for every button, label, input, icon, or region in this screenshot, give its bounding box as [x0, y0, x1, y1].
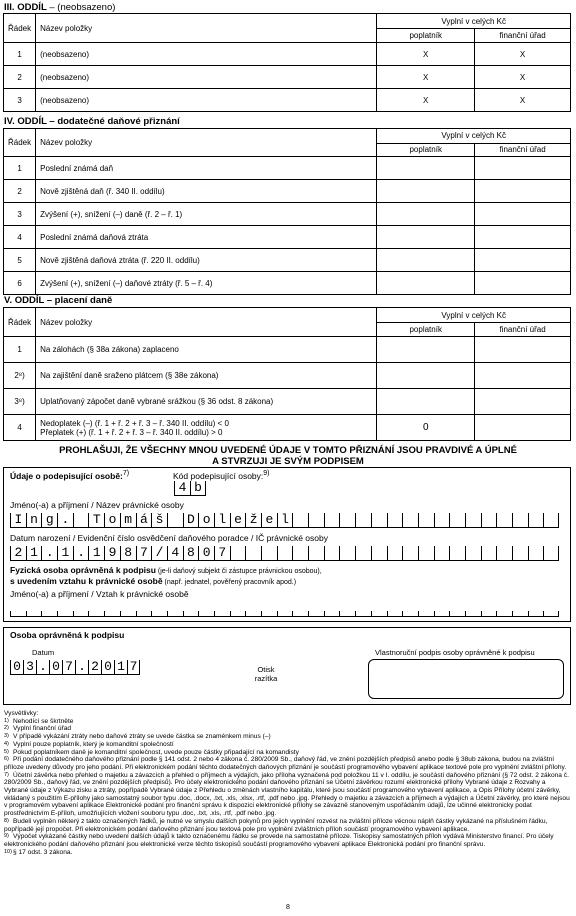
preplatek-label: Přeplatek (+) (ř. 1 + ř. 2 + ř. 3 – ř. 340 II. oddílu) > 0 — [40, 427, 223, 437]
auth-date-field[interactable] — [10, 660, 140, 675]
row-fu — [475, 226, 571, 249]
table-row — [4, 337, 571, 363]
sign-label: Vlastnoruční podpis osoby oprávněné k podpisu — [375, 648, 535, 657]
row-num: 3⁸) — [4, 389, 36, 415]
comb-cell — [339, 611, 355, 616]
comb-cell — [167, 611, 183, 616]
row-num: 2 — [4, 66, 36, 89]
row-name: (neobsazeno) — [36, 66, 377, 89]
footnote-num: 3) — [4, 733, 9, 740]
comb-cell: 1 — [88, 546, 104, 560]
row-name: Zvýšení (+), snížení (–) daně (ř. 2 – ř. 1) — [36, 203, 377, 226]
comb-cell: . — [36, 660, 49, 674]
section5-title: V. ODDÍL – placení daně — [4, 295, 113, 306]
col-radek: Řádek — [4, 129, 36, 157]
row-poplatnik: X — [377, 43, 475, 66]
comb-cell — [308, 546, 324, 560]
footnote-item — [4, 733, 570, 741]
table-row — [4, 272, 571, 295]
comb-cell — [120, 611, 136, 616]
table-row — [4, 89, 571, 112]
row-poplatnik[interactable] — [377, 226, 475, 249]
row-num: 4 — [4, 415, 36, 441]
comb-cell: 0 — [198, 546, 214, 560]
col-nazev: Název položky — [36, 308, 377, 337]
comb-cell — [10, 611, 26, 616]
comb-cell — [543, 546, 559, 560]
footnote-text: V případě vykázání ztráty nebo daňové ztráty se uvede částka se znaménkem minus (–) — [13, 733, 271, 741]
comb-cell: I — [10, 513, 26, 527]
section4-title: IV. ODDÍL – dodatečné daňové přiznání — [4, 116, 180, 127]
row-poplatnik[interactable]: 0 — [377, 415, 475, 441]
comb-cell — [434, 513, 450, 527]
col-radek: Řádek — [4, 308, 36, 337]
footnote-num: 1) — [4, 717, 9, 724]
comb-cell: e — [261, 513, 277, 527]
footnote-item — [4, 833, 570, 848]
col-nazev: Název položky — [36, 129, 377, 157]
footnote-num: 9) — [4, 833, 9, 840]
signature-box[interactable] — [368, 659, 564, 699]
footnote-text: Při podání dodatečného daňového přiznání podle § 141 odst. 2 nebo 4 zákona č. 280/2009 Sb., daňový řád, ve znění pozdějších předpisů anebo podle § 38ub zákona, budou na zvláštní příloze uvedeny důvody pro jeho podání. Při elektronickém podání těchto dodatečných daňových přiznání je součástí programového vybavení aplikace textové pole pro vyplnění zvláštní přílohy. — [4, 756, 567, 771]
footnote-item — [4, 772, 570, 818]
comb-cell — [308, 611, 324, 616]
code-label-sup: 9) — [263, 470, 270, 477]
col-fu: finanční úřad — [475, 143, 571, 156]
comb-cell — [277, 546, 293, 560]
row-name: Nově zjištěná daňová ztráta (ř. 220 II. oddílu) — [36, 249, 377, 272]
signer-vztah-field[interactable] — [10, 611, 559, 617]
fyz-label-bold: Fyzická osoba oprávněná k podpisu — [10, 565, 156, 575]
row-fu — [475, 203, 571, 226]
table-row — [4, 203, 571, 226]
comb-cell: 7 — [62, 660, 75, 674]
comb-cell: . — [41, 546, 57, 560]
comb-cell — [512, 611, 528, 616]
comb-cell: T — [88, 513, 104, 527]
signer-title-text: Údaje o podepisující osobě: — [10, 470, 123, 481]
comb-cell — [528, 513, 544, 527]
comb-cell — [183, 611, 199, 616]
section3-title-rest: – (neobsazeno) — [46, 2, 116, 13]
vztah-label — [10, 576, 296, 586]
birth-label: Datum narození / Evidenční číslo osvědčení daňového poradce / IČ právnické osoby — [10, 533, 328, 543]
row-name: Poslední známá daňová ztráta — [36, 226, 377, 249]
row-poplatnik[interactable] — [377, 180, 475, 203]
comb-cell: m — [120, 513, 136, 527]
row-poplatnik: X — [377, 89, 475, 112]
row-poplatnik[interactable] — [377, 337, 475, 363]
declaration-line1: PROHLAŠUJI, ŽE VŠECHNY MNOU UVEDENÉ ÚDAJE V TOMTO PŘIZNÁNÍ JSOU PRAVDIVÉ A ÚPLNÉ — [59, 445, 517, 456]
comb-cell — [402, 546, 418, 560]
comb-cell: 7 — [214, 546, 230, 560]
row-num: 4 — [4, 226, 36, 249]
table-row — [4, 389, 571, 415]
footnote-item — [4, 818, 570, 833]
comb-cell — [277, 611, 293, 616]
footnote-text: Pokud poplatníkem daně je komanditní společnost, uvede pouze částky připadající na komandisty — [13, 748, 299, 756]
comb-cell — [292, 611, 308, 616]
signer-code-field[interactable] — [174, 481, 206, 496]
comb-cell — [214, 611, 230, 616]
comb-cell: o — [198, 513, 214, 527]
signer-title — [10, 470, 129, 481]
row-num: 1 — [4, 157, 36, 180]
row-num: 2⁸) — [4, 363, 36, 389]
comb-cell — [371, 546, 387, 560]
footnote-num: 2) — [4, 725, 9, 732]
comb-cell — [449, 546, 465, 560]
footnote-item — [4, 756, 570, 771]
comb-cell: / — [151, 546, 167, 560]
stamp-label-2: razítka — [254, 674, 278, 683]
footnote-text: Nehodící se škrtněte — [13, 717, 74, 725]
comb-cell: D — [183, 513, 199, 527]
comb-cell — [481, 611, 497, 616]
auth-title — [10, 630, 124, 640]
row-fu: X — [475, 43, 571, 66]
footnote-num: 7) — [4, 771, 9, 778]
comb-cell — [292, 546, 308, 560]
comb-cell — [73, 611, 89, 616]
row-name — [36, 415, 377, 441]
comb-cell — [104, 611, 120, 616]
section3-title — [4, 2, 115, 13]
row-num: 1 — [4, 43, 36, 66]
row-name: Na zálohách (§ 38a zákona) zaplaceno — [36, 337, 377, 363]
comb-cell: 1 — [57, 546, 73, 560]
comb-cell: l — [214, 513, 230, 527]
comb-cell — [355, 611, 371, 616]
comb-cell — [245, 611, 261, 616]
comb-cell: 0 — [101, 660, 114, 674]
comb-cell — [418, 611, 434, 616]
row-fu — [475, 415, 571, 441]
comb-cell — [292, 513, 308, 527]
col-poplatnik: poplatník — [377, 323, 475, 337]
comb-cell — [261, 546, 277, 560]
comb-cell — [167, 513, 183, 527]
comb-cell — [371, 513, 387, 527]
comb-cell — [496, 611, 512, 616]
footnote-text: Výpočet vykázané částky nebo uvedení dalších údajů k takto označenému řádku se provede na samostatné příloze. Tiskopisy samostatných příloh vydává Ministerstvo financí. Pro účely elektronického podání daňového přiznání jsou elektronické verze těchto tiskopisů součástí programového vybavení aplikace Elektronická podání pro finanční správu. — [4, 833, 554, 848]
table-row — [4, 363, 571, 389]
col-fu: finanční úřad — [475, 323, 571, 337]
comb-cell — [387, 546, 403, 560]
comb-cell — [387, 513, 403, 527]
row-poplatnik[interactable] — [377, 157, 475, 180]
row-fu — [475, 157, 571, 180]
row-poplatnik[interactable] — [377, 389, 475, 415]
date-label: Datum — [32, 648, 55, 657]
comb-cell — [57, 611, 73, 616]
col-vyplni: Vyplní v celých Kč — [377, 308, 571, 323]
comb-cell — [26, 611, 42, 616]
footnote-text: § 17 odst. 3 zákona. — [13, 848, 73, 856]
row-fu — [475, 249, 571, 272]
nedoplatek-label: Nedoplatek (–) (ř. 1 + ř. 2 + ř. 3 – ř. 340 II. oddílu) < 0 — [40, 418, 229, 428]
row-name: Zvýšení (+), snížení (–) daňové ztráty (ř. 5 – ř. 4) — [36, 272, 377, 295]
comb-cell: 7 — [136, 546, 152, 560]
comb-cell — [434, 611, 450, 616]
row-name: (neobsazeno) — [36, 89, 377, 112]
comb-cell: o — [104, 513, 120, 527]
comb-cell — [465, 513, 481, 527]
row-name: Uplatňovaný zápočet daně vybrané srážkou (§ 36 odst. 8 zákona) — [36, 389, 377, 415]
comb-cell — [434, 546, 450, 560]
vztah-name-label: Jméno(-a) a příjmení / Vztah k právnické osobě — [10, 589, 189, 599]
table-row — [4, 157, 571, 180]
comb-cell — [371, 611, 387, 616]
fyz-label — [10, 565, 322, 575]
footnote-item — [4, 849, 570, 857]
comb-cell: 2 — [10, 546, 26, 560]
section3-table — [3, 13, 571, 112]
footnote-num: 5) — [4, 748, 9, 755]
auth-title-text: Osoba oprávněná k podpisu — [10, 630, 125, 640]
row-fu — [475, 180, 571, 203]
row-fu — [475, 363, 571, 389]
comb-cell — [543, 513, 559, 527]
comb-cell — [465, 611, 481, 616]
comb-cell: . — [57, 513, 73, 527]
comb-cell — [198, 611, 214, 616]
comb-cell: 4 — [174, 481, 190, 495]
row-fu — [475, 272, 571, 295]
footnote-text: Budeli vyplněn některý z takto označených řádků, je nutné ve smyslu dalších pokynů pro jejich vyplnění rozvést na zvláštní příloze věcnou náplň částky vykázané na příslušném řádku, popřípadě její propočet. Při elektronickém podání daňového přiznání jsou textová pole pro vyplnění zvláštních příloh součástí programového vybavení aplikace. — [4, 817, 548, 833]
row-poplatnik: X — [377, 66, 475, 89]
signer-name-field[interactable] — [10, 513, 559, 528]
row-poplatnik[interactable] — [377, 363, 475, 389]
col-poplatnik: poplatník — [377, 143, 475, 156]
comb-cell: g — [41, 513, 57, 527]
comb-cell: š — [151, 513, 167, 527]
comb-cell: . — [75, 660, 88, 674]
footnote-num: 8) — [4, 817, 9, 824]
comb-cell — [339, 546, 355, 560]
table-row — [4, 43, 571, 66]
row-poplatnik[interactable] — [377, 203, 475, 226]
comb-cell — [324, 611, 340, 616]
comb-cell: 2 — [88, 660, 101, 674]
row-num: 2 — [4, 180, 36, 203]
stamp-label-1: Otisk — [257, 665, 275, 674]
vztah-label-bold: s uvedením vztahu k právnické osobě — [10, 576, 163, 586]
declaration-line2: A STVRZUJI JE SVÝM PODPISEM — [212, 456, 364, 467]
signer-title-sup: 7) — [122, 470, 130, 477]
comb-cell: 1 — [114, 660, 127, 674]
footnote-text: Účetní závěrka nebo přehled o majetku a závazcích a přehled o příjmech a výdajích, jako příloha vyznačená pod položkou 11 v I. oddílu, je součástí daňového přiznání (§ 72 odst. 2 zákona č. 280/2009 Sb., daňový řád, ve znění pozdějších předpisů). Pro účely elektronického podání daňového přiznání se Účetní závěrkou rozumí elektronické přílohy Vybrané údaje z Rozvahy a Vybrané údaje z Výkazu zisku a ztráty, popřípadě Vybrané údaje z Přehledu o změnách vlastního kapitálu, které jsou součástí programového vybavení aplikace, a Opis Přílohy účetní závěrky, vkládaný s použitím E-přílohy jako samostatný soubor typu .doc, .docx, .txt, .xls, .xlsx, .rtf, .pdf nebo .jpg. Přehledy o majetku a závazcích a příjmech a výdajích a Účetní závěrky, pro které nejsou v programovém vybavení aplikace Elektronické podání pro finanční správu k dispozici elektronické přílohy se závazně stanoveným uspořádáním údajů, lze učinné elektronicky podat prostřednictvím E-příloh, umožňujících vložení souboru typu .doc, .txt, .xls, .rtf, .pdf nebo .jpg. — [4, 771, 570, 818]
footnote-item — [4, 725, 570, 733]
row-name: Poslední známá daň — [36, 157, 377, 180]
comb-cell — [230, 611, 246, 616]
row-num: 6 — [4, 272, 36, 295]
comb-cell — [261, 611, 277, 616]
comb-cell: 9 — [104, 546, 120, 560]
comb-cell: 8 — [120, 546, 136, 560]
comb-cell — [324, 513, 340, 527]
comb-cell — [481, 546, 497, 560]
comb-cell — [465, 546, 481, 560]
comb-cell — [496, 513, 512, 527]
comb-cell — [512, 546, 528, 560]
comb-cell — [402, 611, 418, 616]
comb-cell: 1 — [26, 546, 42, 560]
comb-cell — [324, 546, 340, 560]
comb-cell — [496, 546, 512, 560]
comb-cell — [481, 513, 497, 527]
row-poplatnik[interactable] — [377, 272, 475, 295]
row-num: 3 — [4, 203, 36, 226]
comb-cell — [449, 513, 465, 527]
comb-cell — [355, 513, 371, 527]
vztah-label-rest: (např. jednatel, pověřený pracovník apod.) — [162, 579, 297, 586]
comb-cell: á — [136, 513, 152, 527]
comb-cell — [528, 546, 544, 560]
row-fu: X — [475, 89, 571, 112]
fyz-label-rest: (je-li daňový subjekt či zástupce právnickou osobou), — [155, 568, 322, 575]
footnote-text: Vyplní pouze poplatník, který je komanditní společností — [13, 740, 174, 748]
comb-cell: l — [277, 513, 293, 527]
footnotes-title: Vysvětlivky: — [4, 710, 39, 717]
comb-cell — [402, 513, 418, 527]
row-num: 3 — [4, 89, 36, 112]
page-number: 8 — [286, 904, 290, 911]
row-num: 1 — [4, 337, 36, 363]
footnotes — [4, 710, 570, 856]
footnote-num: 4) — [4, 740, 9, 747]
comb-cell — [73, 513, 89, 527]
footnote-item — [4, 741, 570, 749]
comb-cell — [308, 513, 324, 527]
comb-cell: ž — [245, 513, 261, 527]
comb-cell: n — [26, 513, 42, 527]
comb-cell: . — [73, 546, 89, 560]
code-label-text: Kód podepisující osoby: — [173, 470, 264, 481]
comb-cell: 0 — [49, 660, 62, 674]
comb-cell — [418, 546, 434, 560]
col-vyplni: Vyplní v celých Kč — [377, 129, 571, 144]
comb-cell: 0 — [10, 660, 23, 674]
comb-cell — [339, 513, 355, 527]
comb-cell — [245, 546, 261, 560]
row-poplatnik[interactable] — [377, 249, 475, 272]
comb-cell: e — [230, 513, 246, 527]
comb-cell — [41, 611, 57, 616]
comb-cell: 3 — [23, 660, 36, 674]
row-num: 5 — [4, 249, 36, 272]
comb-cell: 8 — [183, 546, 199, 560]
col-nazev: Název položky — [36, 14, 377, 43]
comb-cell — [418, 513, 434, 527]
stamp-label — [244, 665, 288, 683]
table-row — [4, 66, 571, 89]
col-poplatnik: poplatník — [377, 29, 475, 43]
section3-title-bold: III. ODDÍL — [4, 2, 47, 13]
footnote-num: 10) — [4, 848, 12, 855]
col-radek: Řádek — [4, 14, 36, 43]
comb-cell: 7 — [127, 660, 140, 674]
row-fu — [475, 337, 571, 363]
table-row — [4, 249, 571, 272]
row-fu: X — [475, 66, 571, 89]
comb-cell — [136, 611, 152, 616]
comb-cell — [88, 611, 104, 616]
row-name: Nově zjištěná daň (ř. 340 II. oddílu) — [36, 180, 377, 203]
comb-cell — [449, 611, 465, 616]
name-label: Jméno(-a) a příjmení / Název právnické osoby — [10, 500, 184, 510]
comb-cell: 4 — [167, 546, 183, 560]
comb-cell — [355, 546, 371, 560]
section4-table — [3, 128, 571, 295]
table-row — [4, 180, 571, 203]
row-fu — [475, 389, 571, 415]
comb-cell — [512, 513, 528, 527]
comb-cell — [230, 546, 246, 560]
comb-cell — [543, 611, 559, 616]
table-row — [4, 415, 571, 441]
table-row — [4, 226, 571, 249]
comb-cell — [387, 611, 403, 616]
footnote-text: Vyplní finanční úřad — [13, 725, 72, 733]
row-name: (neobsazeno) — [36, 43, 377, 66]
comb-cell: b — [190, 481, 206, 495]
signer-birth-field[interactable] — [10, 546, 559, 561]
comb-cell — [151, 611, 167, 616]
section5-table — [3, 307, 571, 441]
code-label — [173, 470, 270, 481]
col-fu: finanční úřad — [475, 29, 571, 43]
row-name: Na zajištění daně sraženo plátcem (§ 38e zákona) — [36, 363, 377, 389]
comb-cell — [528, 611, 544, 616]
footnote-item — [4, 718, 570, 726]
col-vyplni: Vyplní v celých Kč — [377, 14, 571, 29]
footnote-num: 6) — [4, 756, 9, 763]
